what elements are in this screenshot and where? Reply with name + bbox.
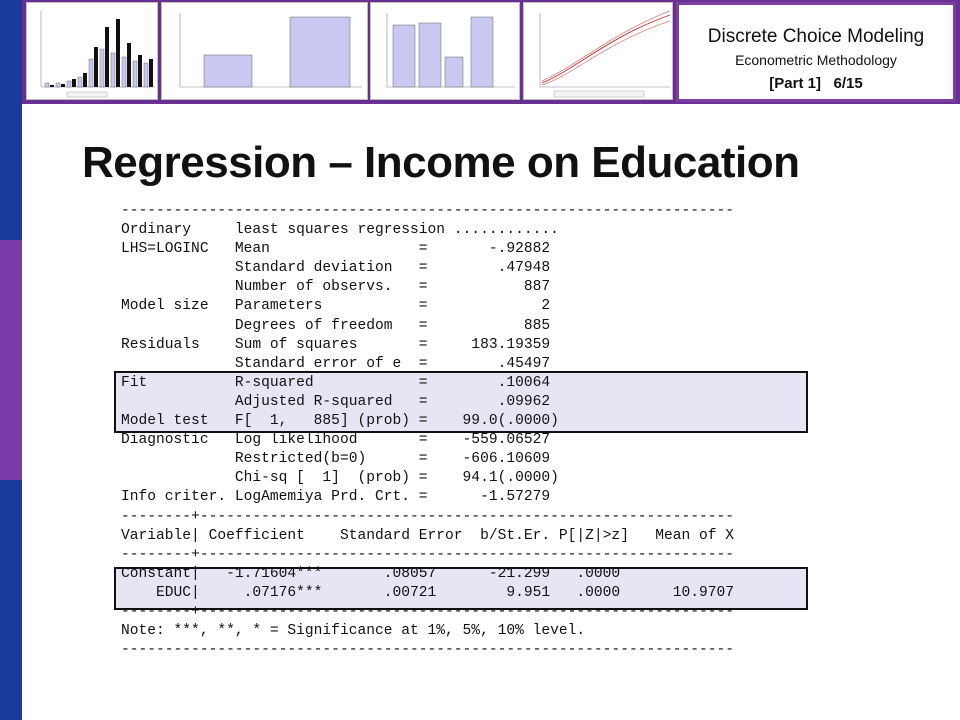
bar-chart-thumbnail-image xyxy=(162,3,368,100)
output-line: Degrees of freedom = 885 xyxy=(121,317,551,334)
slide-title: Regression – Income on Education xyxy=(82,138,800,187)
bar-chart-2-thumbnail-image xyxy=(371,3,520,100)
output-line: --------+------------------------------------------------------------- xyxy=(121,508,735,525)
output-line: Info criter. LogAmemiya Prd. Crt. = -1.57279 xyxy=(121,489,551,506)
regression-output xyxy=(121,202,734,660)
course-title-box xyxy=(676,2,956,102)
thumbnail-histogram xyxy=(26,2,158,100)
part-label: [Part 1] xyxy=(769,75,821,92)
sidebar-segment-bottom xyxy=(0,480,22,720)
output-line: Standard error of e = .45497 xyxy=(121,355,551,372)
output-line: ---------------------------------------------------------------------- xyxy=(121,203,735,219)
output-line: Constant| -1.71604*** .08057 -21.299 .0000 xyxy=(121,565,621,582)
thumbnail-bar-chart xyxy=(161,2,368,100)
output-line: LHS=LOGINC Mean = -.92882 xyxy=(121,241,551,258)
sidebar-segment-top xyxy=(0,0,22,240)
thumbnail-bar-chart-2 xyxy=(370,2,520,100)
slide-number: 6/15 xyxy=(833,75,863,92)
output-line: Fit R-squared = .10064 xyxy=(121,374,551,391)
output-line: Variable| Coefficient Standard Error b/St.Er. P[|Z|>z] Mean of X xyxy=(121,527,735,544)
output-line: --------+------------------------------------------------------------- xyxy=(121,603,735,620)
output-line: Chi-sq [ 1] (prob) = 94.1(.0000) xyxy=(121,470,559,487)
output-line: ---------------------------------------------------------------------- xyxy=(121,642,735,659)
output-line: Model size Parameters = 2 xyxy=(121,298,551,315)
output-line: Adjusted R-squared = .09962 xyxy=(121,393,551,410)
left-sidebar xyxy=(0,0,22,720)
output-line: Number of observs. = 887 xyxy=(121,279,551,296)
output-line: Residuals Sum of squares = 183.19359 xyxy=(121,336,551,353)
line-chart-thumbnail-image xyxy=(524,3,673,100)
output-line: EDUC| .07176*** .00721 9.951 .0000 10.9707 xyxy=(121,584,735,601)
output-line: Diagnostic Log likelihood = -559.06527 xyxy=(121,432,551,449)
histogram-thumbnail-image xyxy=(27,3,158,100)
output-line: Restricted(b=0) = -606.10609 xyxy=(121,451,551,468)
output-line: --------+------------------------------------------------------------- xyxy=(121,546,735,563)
course-title: Discrete Choice Modeling xyxy=(707,26,925,47)
course-subtitle: Econometric Methodology xyxy=(735,52,897,68)
output-line: Model test F[ 1, 885] (prob) = 99.0(.0000) xyxy=(121,413,559,430)
sidebar-segment-middle xyxy=(0,240,22,480)
thumbnail-line-chart xyxy=(523,2,673,100)
slide-counter xyxy=(679,75,953,92)
output-line: Note: ***, **, * = Significance at 1%, 5%, 10% level. xyxy=(121,623,586,640)
output-line: Ordinary least squares regression ............ xyxy=(121,222,559,239)
output-line: Standard deviation = .47948 xyxy=(121,260,551,277)
